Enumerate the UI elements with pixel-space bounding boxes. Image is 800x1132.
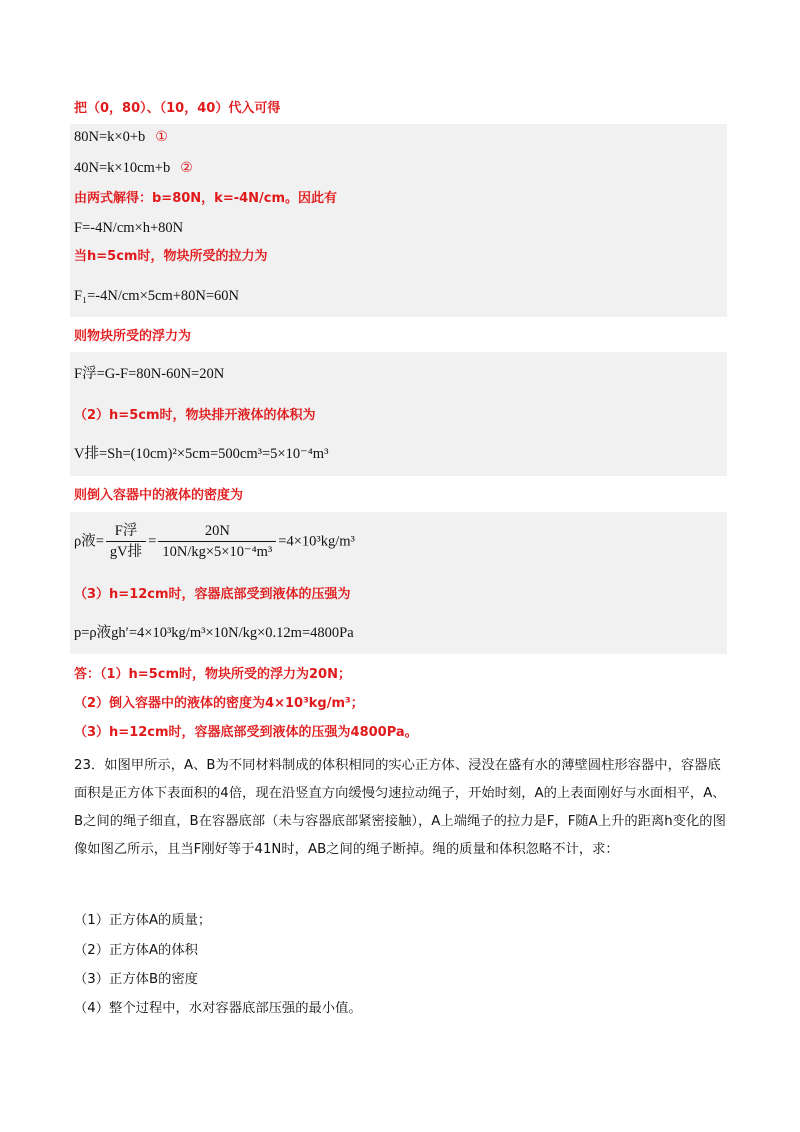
substitute-text: 把（0，80）、（10，40）代入可得 xyxy=(74,101,281,116)
when-h5-text: 当h=5cm时，物块所受的拉力为 xyxy=(74,249,268,264)
density-fraction-1 xyxy=(106,522,146,561)
equation-1 xyxy=(74,126,168,149)
density-rhs: =4×10³kg/m³ xyxy=(278,533,355,550)
f1-calculation: F₁=-4N/cm×5cm+80N=60N xyxy=(74,288,240,304)
question-23-item-2: （2）正方体A的体积 xyxy=(74,943,198,958)
solve-text: 由两式解得：b=80N，k=-4N/cm。因此有 xyxy=(74,191,338,206)
density-intro: 则倒入容器中的液体的密度为 xyxy=(74,488,244,503)
question-23-stem: 23．如图甲所示，A、B为不同材料制成的体积相同的实心正方体、浸没在盛有水的薄壁圆柱形容器中，容器底面积是正方体下表面积的4倍，现在沿竖直方向缓慢匀速拉动绳子，开始时刻，A的上表面刚好与水面相平，A、B之间的绳子细直，B在容器底部（未与容器底部紧密接触），A上端绳子的拉力是F，F随A上升的距离h变化的图像如图乙所示，且当F刚好等于41N时，AB之间的绳子断掉。绳的质量和体积忽略不计，求： xyxy=(74,758,726,857)
buoyancy-calculation: F浮=G-F=80N-60N=20N xyxy=(74,366,225,382)
answer-3: （3）h=12cm时，容器底部受到液体的压强为4800Pa。 xyxy=(74,725,418,740)
equation-2 xyxy=(74,157,193,180)
density-fraction-2-denominator: 10N/kg×5×10⁻⁴m³ xyxy=(162,544,273,560)
question-23-item-3: （3）正方体B的密度 xyxy=(74,972,198,987)
pressure-calculation: p=ρ液gh′=4×10³kg/m³×10N/kg×0.12m=4800Pa xyxy=(74,625,354,641)
equation-1-text: 80N=k×0+b xyxy=(74,129,146,145)
volume-calculation: V排=Sh=(10cm)²×5cm=500cm³=5×10⁻⁴m³ xyxy=(74,446,329,462)
equation-1-mark: ① xyxy=(155,130,168,145)
density-calculation xyxy=(74,522,355,561)
question-23-item-4: （4）整个过程中，水对容器底部压强的最小值。 xyxy=(74,1001,362,1016)
equation-2-text: 40N=k×10cm+b xyxy=(74,160,171,176)
density-fraction-1-denominator: gV排 xyxy=(109,544,143,560)
density-equals: = xyxy=(148,533,157,550)
question-23-item-1: （1）正方体A的质量； xyxy=(74,913,212,928)
f-expression: F=-4N/cm×h+80N xyxy=(74,220,184,236)
density-fraction-2 xyxy=(158,522,276,561)
answer-1: 答：（1）h=5cm时，物块所受的浮力为20N； xyxy=(74,667,351,682)
answer-2: （2）倒入容器中的液体的密度为4×10³kg/m³； xyxy=(74,696,364,711)
buoyancy-intro: 则物块所受的浮力为 xyxy=(74,329,192,344)
part2-intro: （2）h=5cm时，物块排开液体的体积为 xyxy=(74,408,316,423)
equation-2-mark: ② xyxy=(180,161,193,176)
density-lhs: ρ液= xyxy=(74,533,104,550)
part3-intro: （3）h=12cm时，容器底部受到液体的压强为 xyxy=(74,587,351,602)
density-fraction-2-numerator: 20N xyxy=(158,522,276,542)
density-fraction-1-numerator: F浮 xyxy=(106,522,146,542)
